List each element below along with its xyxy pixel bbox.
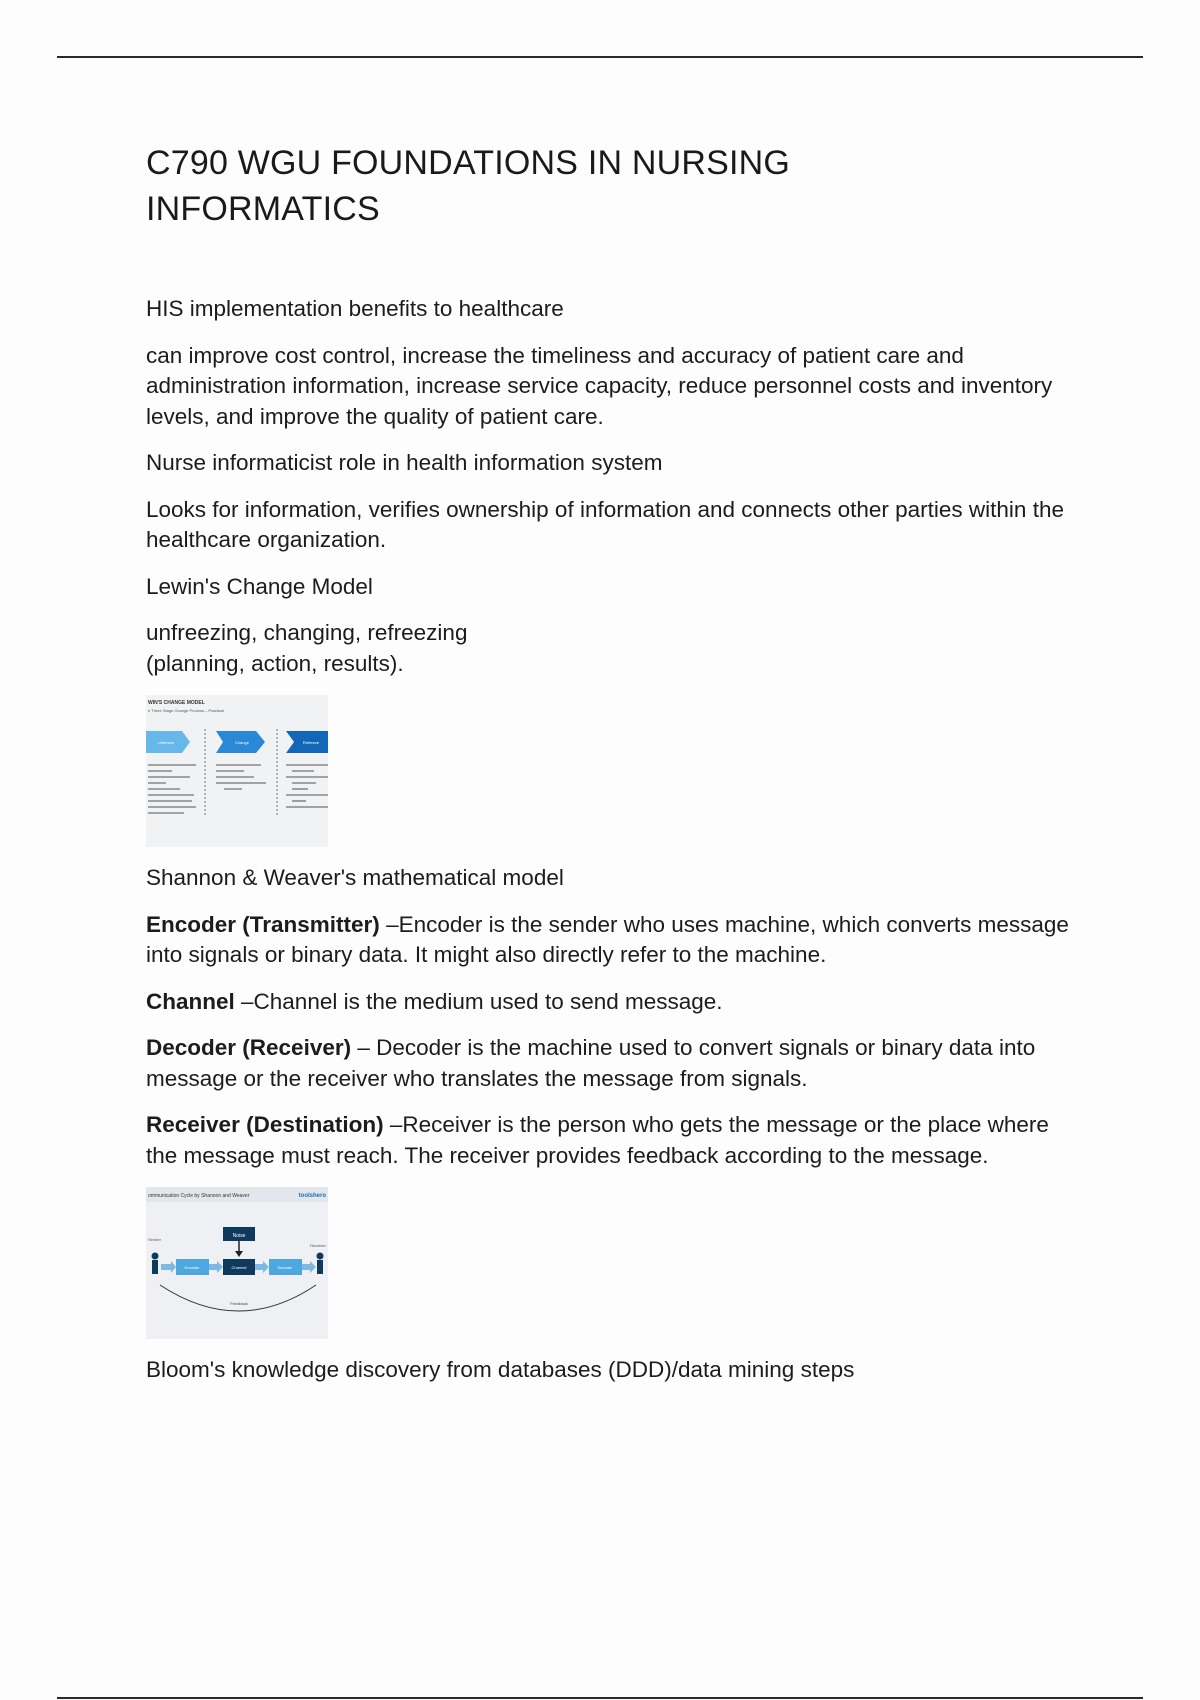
channel-box-label: Channel: [231, 1265, 247, 1270]
card-definition: [146, 618, 1086, 679]
card-term: Bloom's knowledge discovery from databases (DDD)/data mining steps: [146, 1357, 855, 1382]
item-text: –Encoder is the sender who uses machine, which converts message into signals or binary data. It might also directly refer to the machine.: [146, 911, 1069, 967]
document-title: [146, 140, 1086, 232]
noise-label: Noise: [232, 1233, 246, 1239]
sender-label: Sender: [148, 1237, 161, 1242]
item-text: –Receiver is the person who gets the message or the place where the message must reach. The receiver provides feedback according to the message.: [146, 1112, 1049, 1168]
item-label: Encoder (Transmitter): [146, 911, 380, 937]
shannon-weaver-model-image: [146, 1187, 328, 1339]
card-definition: can improve cost control, increase the timeliness and accuracy of patient care and administration information, increase service capacity, reduce personnel costs and inventory levels, and improve the quality of patient care.: [146, 342, 1053, 429]
item-label: Channel: [146, 988, 235, 1014]
receiver-label: Receiver: [310, 1243, 326, 1248]
bottom-rule: [57, 1697, 1143, 1699]
definition-line-1: unfreezing, changing, refreezing: [146, 620, 468, 645]
lewin-image-heading: WIN'S CHANGE MODEL: [148, 700, 205, 706]
document-body: [146, 140, 1086, 1402]
feedback-label: Feedback: [230, 1301, 248, 1306]
title-line-2: INFORMATICS: [146, 190, 380, 228]
lewin-image-subheading: e Three Stage Change Process – Practical: [148, 708, 224, 713]
card-term: Lewin's Change Model: [146, 573, 373, 599]
model-item-encoder: [146, 910, 1086, 971]
item-label: Receiver (Destination): [146, 1112, 384, 1137]
definition-line-2: (planning, action, results).: [146, 650, 404, 676]
toolshero-logo: toolshero: [298, 1193, 326, 1199]
top-rule: [57, 56, 1143, 58]
item-text: – Decoder is the machine used to convert signals or binary data into message or the receiver who translates the message from signals.: [146, 1035, 1036, 1091]
decoder-box-label: Decoder: [277, 1265, 293, 1270]
card-term: HIS implementation benefits to healthcare: [146, 296, 564, 321]
lewin-stage-change: Change: [234, 740, 250, 745]
model-item-decoder: [146, 1033, 1086, 1094]
item-text: –Channel is the medium used to send message.: [234, 988, 723, 1014]
model-item-channel: [146, 987, 1086, 1018]
card-definition: Looks for information, verifies ownership of information and connects other parties within the healthcare organization.: [146, 496, 1064, 552]
lewin-change-model-image: [146, 695, 328, 847]
title-line-1: C790 WGU FOUNDATIONS IN NURSING: [146, 144, 791, 182]
item-label: Decoder (Receiver): [146, 1035, 352, 1060]
encoder-box-label: Encoder: [184, 1265, 200, 1270]
model-item-receiver: [146, 1110, 1086, 1171]
card-term: Shannon & Weaver's mathematical model: [146, 865, 564, 890]
lewin-stage-refreeze: Refreeze: [302, 740, 320, 745]
lewin-stage-unfreeze: Unfreeze: [157, 740, 175, 745]
shannon-image-heading: ommunication Cycle by Shannon and Weaver: [148, 1193, 250, 1199]
card-term: Nurse informaticist role in health information system: [146, 450, 663, 475]
